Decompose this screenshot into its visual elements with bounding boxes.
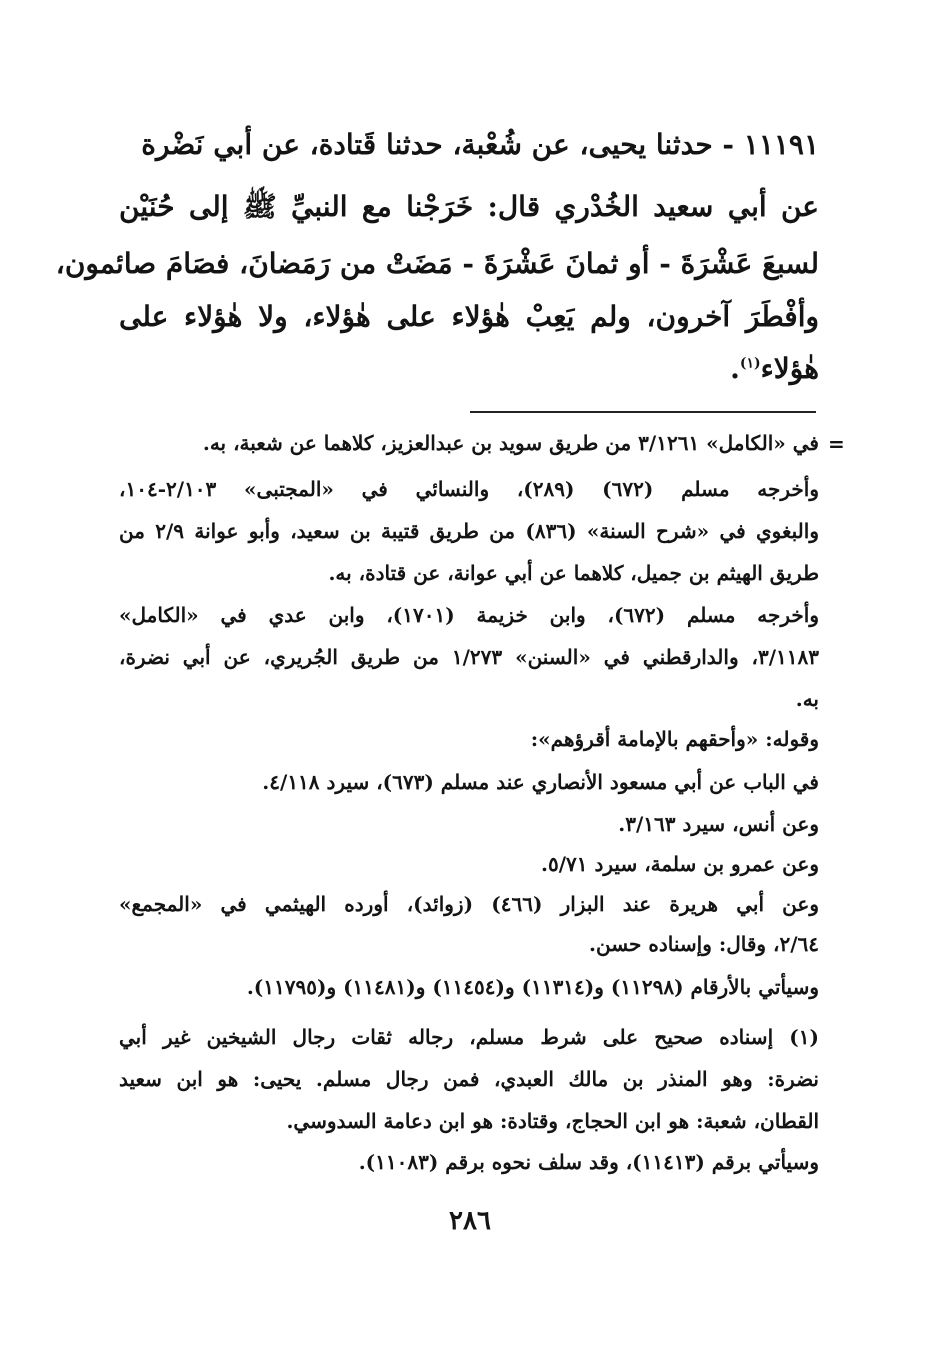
footnote-ref-1: (١)	[739, 355, 761, 372]
note-line-4: طريق الهيثم بن جميل، كلاهما عن أبي عوانة، عن قتادة، به.	[328, 561, 819, 585]
note-line-14: وسيأتي بالأرقام (١١٢٩٨) و(١١٣١٤) و(١١٤٥٤) و(١١٤٨١) و(١١٧٩٥).	[246, 975, 819, 999]
note-line-13: ٢/٦٤، وقال: وإسناده حسن.	[589, 932, 819, 956]
hadith-end-punct: .	[730, 352, 740, 385]
hadith-line-2: عن أبي سعيد الخُدْري قال: خَرَجْنا مع النبيِّ ﷺ إلى حُنَيْن	[119, 190, 819, 223]
note-line-12: وعن أبي هريرة عند البزار (٤٦٦) (زوائد)، أورده الهيثمي في «المجمع»	[119, 892, 819, 916]
note-line-8: وقوله: «وأحقهم بالإمامة أقرؤهم»:	[530, 727, 819, 751]
continuation-mark: =	[828, 432, 845, 456]
footnote-1-line-2: نضرة: وهو المنذر بن مالك العبدي، فمن رجال مسلم. يحيى: هو ابن سعيد	[119, 1067, 819, 1091]
hadith-line-1: ١١١٩١ - حدثنا يحيى، عن شُعْبة، حدثنا قَتادة، عن أبي نَضْرة	[141, 128, 819, 161]
footnote-separator-rule	[470, 411, 816, 413]
note-line-9: في الباب عن أبي مسعود الأنصاري عند مسلم (٦٧٣)، سيرد ٤/١١٨.	[262, 770, 819, 794]
note-line-10: وعن أنس، سيرد ٣/١٦٣.	[618, 812, 819, 836]
note-line-2: وأخرجه مسلم (٦٧٢) (٢٨٩)، والنسائي في «المجتبى» ٢/١٠٣-١٠٤،	[119, 477, 820, 501]
hadith-line-5	[119, 352, 819, 385]
note-line-3: والبغوي في «شرح السنة» (٨٣٦) من طريق قتيبة بن سعيد، وأبو عوانة ٢/٩ من	[119, 519, 819, 543]
note-line-7: به.	[795, 687, 819, 711]
footnote-1-line-4: وسيأتي برقم (١١٤١٣)، وقد سلف نحوه برقم (١١٠٨٣).	[358, 1150, 819, 1174]
note-line-6: ٣/١١٨٣، والدارقطني في «السنن» ١/٢٧٣ من طريق الجُريري، عن أبي نضرة،	[119, 645, 820, 669]
note-line-5: وأخرجه مسلم (٦٧٢)، وابن خزيمة (١٧٠١)، وابن عدي في «الكامل»	[119, 603, 819, 627]
page-number: ٢٨٦	[449, 1206, 491, 1236]
footnote-1-line-3: القطان، شعبة: هو ابن الحجاج، وقتادة: هو ابن دعامة السدوسي.	[286, 1109, 819, 1133]
hadith-line-4: وأفْطَرَ آخرون، ولم يَعِبْ هٰؤلاء على هٰؤلاء، ولا هٰؤلاء على	[119, 300, 819, 333]
note-line-1: في «الكامل» ٣/١٢٦١ من طريق سويد بن عبدالعزيز، كلاهما عن شعبة، به.	[202, 431, 819, 455]
hadith-line-3: لسبعَ عَشْرَةَ - أو ثمانَ عَشْرَةَ - مَضَتْ من رَمَضانَ، فصَامَ صائمون،	[55, 247, 819, 280]
footnote-1-line-1: (١) إسناده صحيح على شرط مسلم، رجاله ثقات رجال الشيخين غير أبي	[119, 1025, 819, 1049]
hadith-last-word: هٰؤلاء	[760, 352, 819, 385]
note-line-11: وعن عمرو بن سلمة، سيرد ٥/٧١.	[541, 852, 819, 876]
